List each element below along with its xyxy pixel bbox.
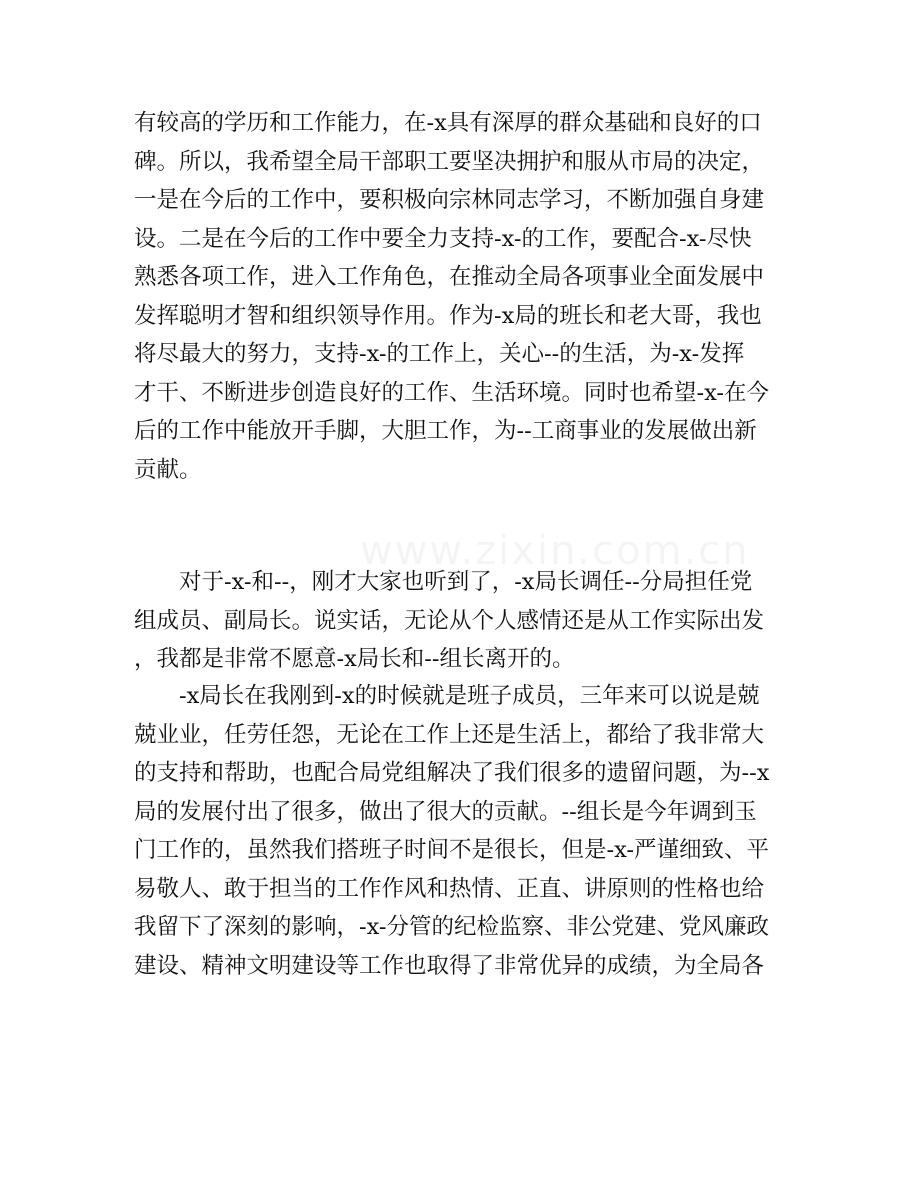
text-line: 建设、精神文明建设等工作也取得了非常优异的成绩，为全局各 — [134, 952, 765, 979]
text-line: 有较高的学历和工作能力，在-x具有深厚的群众基础和良好的口 — [134, 110, 762, 136]
paragraph-3 — [134, 677, 786, 985]
text-line: 的支持和帮助，也配合局党组解决了我们很多的遗留问题，为--x — [134, 760, 770, 786]
text-line: 组成员、副局长。说实话，无论从个人感情还是从工作实际出发 — [134, 607, 765, 634]
text-line: 门工作的，虽然我们搭班子时间不是很长，但是-x-严谨细致、平 — [134, 837, 769, 863]
text-line: 才干、不断进步创造良好的工作、生活环境。同时也希望-x-在今 — [134, 379, 769, 406]
text-line: 设。二是在今后的工作中要全力支持-x-的工作，要配合-x-尽快 — [134, 225, 752, 252]
text-line: 发挥聪明才智和组织领导作用。作为-x局的班长和老大哥，我也 — [134, 302, 762, 329]
text-line: 将尽最大的努力，支持-x-的工作上，关心--的生活，为-x-发挥 — [134, 341, 745, 367]
text-line: 我留下了深刻的影响，-x-分管的纪检监察、非公党建、党风廉政 — [134, 914, 769, 940]
text-line: 易敬人、敢于担当的工作作风和热情、正直、讲原则的性格也给 — [134, 875, 765, 902]
text-line: 碑。所以，我希望全局干部职工要坚决拥护和服从市局的决定， — [134, 148, 765, 175]
text-line: 熟悉各项工作，进入工作角色，在推动全局各项事业全面发展中 — [134, 264, 765, 290]
text-line: -x局长在我刚到-x的时候就是班子成员，三年来可以说是兢 — [179, 683, 760, 709]
text-line: 兢业业，任劳任怨，无论在工作上还是生活上，都给了我非常大 — [134, 721, 765, 748]
text-line: 一是在今后的工作中，要积极向宗林同志学习，不断加强自身建 — [134, 187, 765, 213]
paragraph-2 — [134, 563, 786, 679]
text-line: 贡献。 — [134, 456, 202, 483]
paragraph-1 — [134, 104, 786, 489]
text-line: ，我都是非常不愿意-x局长和--组长离开的。 — [134, 646, 575, 672]
text-line: 对于-x-和--，刚才大家也听到了，-x局长调任--分局担任党 — [179, 569, 753, 595]
text-line: 局的发展付出了很多，做出了很大的贡献。--组长是今年调到玉 — [134, 798, 757, 825]
text-line: 后的工作中能放开手脚，大胆工作，为--工商事业的发展做出新 — [134, 418, 757, 444]
